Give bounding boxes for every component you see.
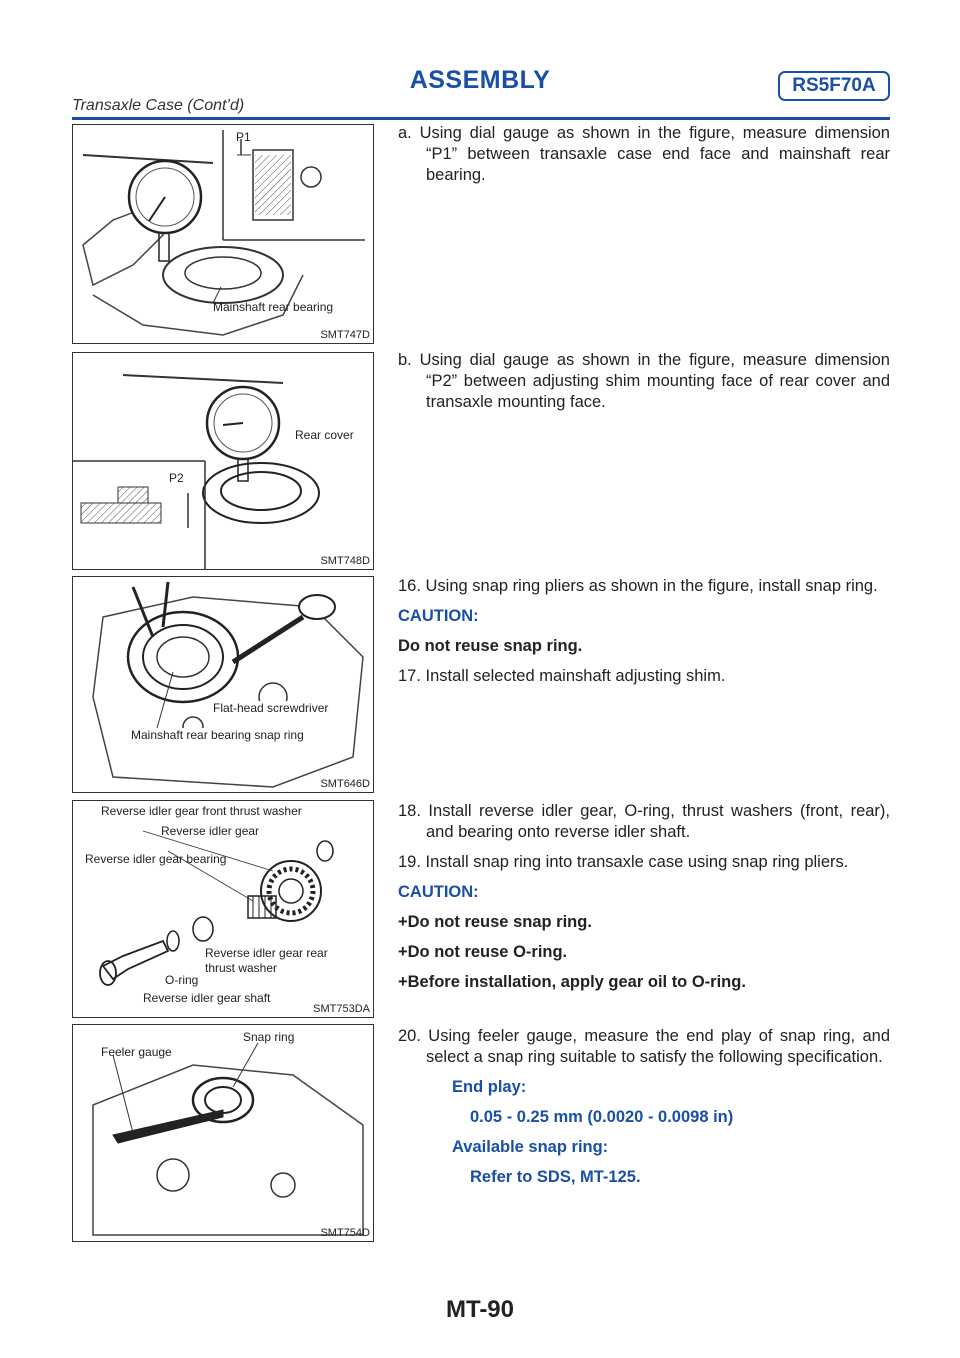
figure-smt748d	[72, 352, 374, 570]
figure-label: P1	[236, 130, 251, 144]
step-19: 19. Install snap ring into transaxle case using snap ring pliers.	[398, 853, 849, 871]
figure-label: Reverse idler gear bearing	[85, 852, 227, 866]
spec-label: End play:	[452, 1078, 527, 1096]
figure-label: O-ring	[165, 973, 199, 987]
step-18-19-text	[398, 801, 890, 1002]
section-title: ASSEMBLY	[409, 66, 551, 94]
snap-ring-install-illustration	[73, 577, 373, 792]
figure-label: Reverse idler gear	[161, 824, 260, 838]
step-16-17-text	[398, 576, 890, 696]
caution-item: +Do not reuse snap ring.	[398, 913, 592, 931]
figure-label: Reverse idler gear shaft	[143, 991, 271, 1005]
header-rule	[72, 117, 890, 120]
figure-code: SMT753DA	[313, 1003, 370, 1015]
figure-label: Mainshaft rear bearing	[213, 300, 334, 314]
step-b: b. Using dial gauge as shown in the figure, measure dimension “P2” between adjusting shim mounting face of rear cover and transaxle mounting face.	[398, 351, 890, 411]
caution-text: Do not reuse snap ring.	[398, 637, 583, 655]
step-20-text	[398, 1026, 890, 1197]
step-a-text	[398, 123, 890, 195]
step-b-text	[398, 350, 890, 422]
figure-code: SMT646D	[320, 778, 370, 790]
spec-value: 0.05 - 0.25 mm (0.0020 - 0.0098 in)	[470, 1108, 734, 1126]
figure-label: P2	[169, 471, 184, 485]
dial-gauge-p2-illustration	[73, 353, 373, 569]
caution-item: +Do not reuse O-ring.	[398, 943, 568, 961]
caution-label: CAUTION:	[398, 883, 479, 901]
section-subtitle: Transaxle Case (Cont’d)	[72, 97, 245, 114]
figure-smt646d	[72, 576, 374, 793]
figure-label: Mainshaft rear bearing snap ring	[131, 728, 304, 742]
figure-code: SMT754D	[320, 1227, 370, 1239]
figure-code: SMT747D	[320, 329, 370, 341]
figure-label: Flat-head screwdriver	[213, 701, 329, 715]
figure-label: thrust washer	[205, 961, 278, 975]
figure-label: Reverse idler gear front thrust washer	[101, 804, 302, 818]
figure-smt754d	[72, 1024, 374, 1242]
figure-label: Rear cover	[295, 428, 354, 442]
figure-code: SMT748D	[320, 555, 370, 567]
caution-label: CAUTION:	[398, 607, 479, 625]
figure-label: Feeler gauge	[101, 1045, 172, 1059]
figure-label: Reverse idler gear rear	[205, 946, 328, 960]
step-16: 16. Using snap ring pliers as shown in the figure, install snap ring.	[398, 577, 878, 595]
step-a: a. Using dial gauge as shown in the figure, measure dimension “P1” between transaxle case end face and mainshaft rear bearing.	[398, 124, 890, 184]
model-badge: RS5F70A	[778, 71, 890, 101]
figure-smt753da	[72, 800, 374, 1018]
page-number: MT-90	[445, 1296, 514, 1323]
figure-label: Snap ring	[243, 1030, 295, 1044]
spec-value: Refer to SDS, MT-125.	[470, 1168, 641, 1186]
step-17: 17. Install selected mainshaft adjusting shim.	[398, 667, 726, 685]
spec-label: Available snap ring:	[452, 1138, 609, 1156]
caution-item: +Before installation, apply gear oil to O-ring.	[398, 973, 746, 991]
step-18: 18. Install reverse idler gear, O-ring, thrust washers (front, rear), and bearing onto reverse idler shaft.	[398, 802, 890, 841]
step-20: 20. Using feeler gauge, measure the end play of snap ring, and select a snap ring suitable to satisfy the following specification.	[398, 1027, 890, 1066]
figure-smt747d	[72, 124, 374, 344]
